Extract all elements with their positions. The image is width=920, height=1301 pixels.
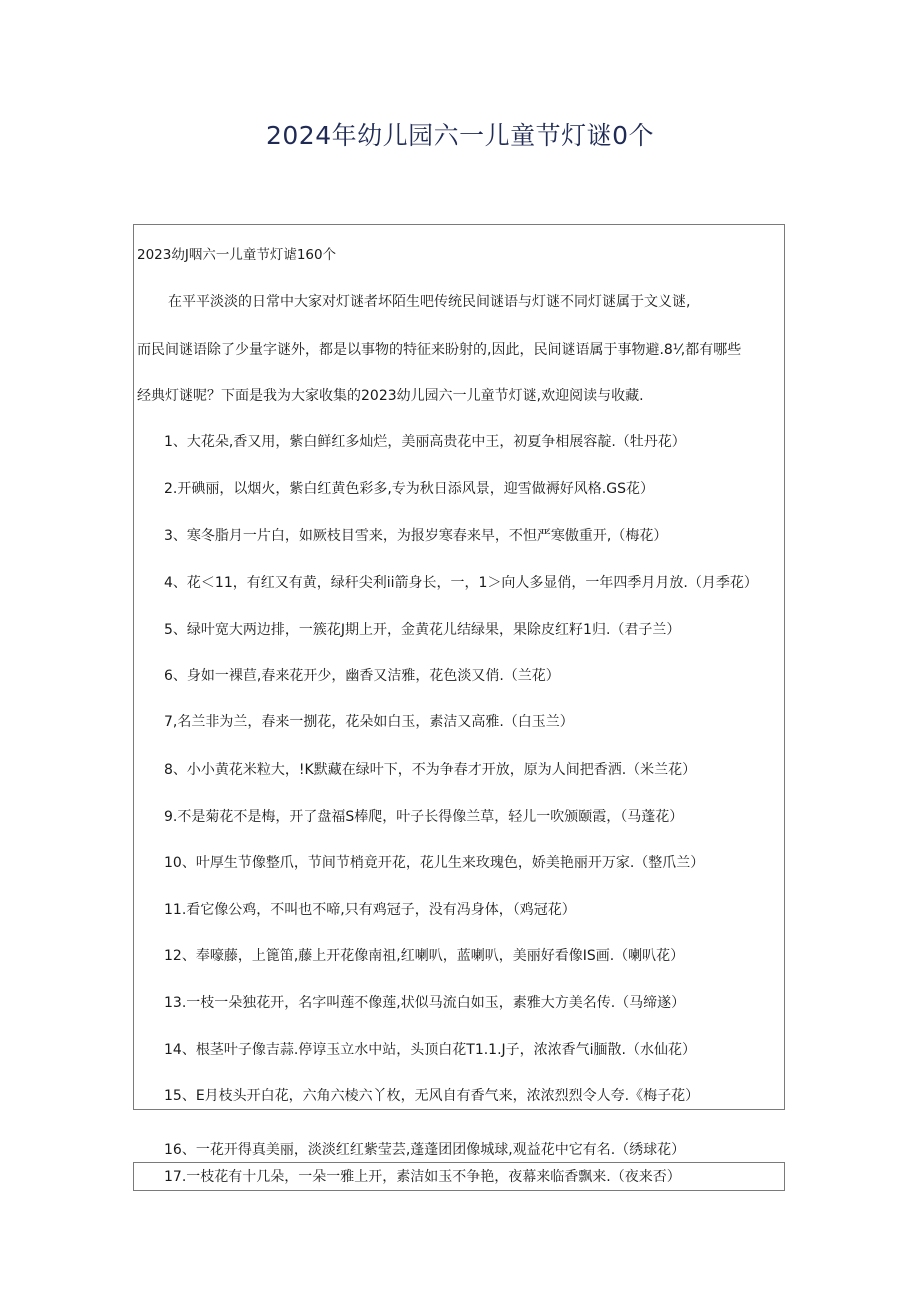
riddle-item: 9.不是菊花不是梅，开了盘福S棒爬，叶子长得像兰草，轻儿一吹颁颐霞，（马蓬花） bbox=[164, 809, 684, 825]
riddle-item: 13.一枝一朵独花开，名字叫莲不像莲,状似马流白如玉，素雅大方美名传.（马缔遂） bbox=[164, 995, 686, 1011]
riddle-item: 15、E月枝头开白花，六角六棱六丫枚，无风自有香气来，浓浓烈烈令人夸.《梅子花） bbox=[164, 1088, 700, 1104]
riddle-item: 12、奉嚎藤，上篦笛,藤上开花像南祖,红喇叭，蓝喇叭，美丽好看像IS画.（喇叭花） bbox=[164, 948, 685, 964]
intro-line: 而民间谜语除了少量字谜外，都是以事物的特征来盼射的,因此，民间谜语属于事物避.8⅟,都有哪些 bbox=[137, 342, 742, 358]
riddle-item: 6、身如一裸苣,春来花开少，幽香又洁雅，花色淡又俏.（兰花） bbox=[164, 668, 560, 684]
document-title: 2024年幼儿园六一儿童节灯谜0个 bbox=[265, 121, 655, 150]
riddle-item: 7,名兰非为兰，春来一捌花，花朵如白玉，素洁又高雅.（白玉兰） bbox=[164, 714, 574, 730]
riddle-item: 8、小小黄花米粒大，!K默藏在绿叶下，不为争春才开放，原为人间把香洒.（米兰花） bbox=[164, 762, 697, 778]
riddle-item: 3、寒冬脂月一片白，如厥枝目雪来，为报岁寒春来早，不怛严寒傲重开,（梅花） bbox=[164, 528, 668, 544]
riddle-item: 17.一枝花有十几朵，一朵一雅上开，素洁如玉不争艳，夜幕来临香飘来.（夜来否） bbox=[164, 1169, 681, 1185]
riddle-item: 16、一花开得真美丽，淡淡红红紫莹芸,蓬蓬团团像城球,观益花中它有名.（绣球花） bbox=[164, 1142, 686, 1158]
riddle-item: 1、大花朵,香又用，紫白鲜红多灿烂，美丽高贵花中王，初夏争相展容靛.（牡丹花） bbox=[164, 434, 686, 450]
riddle-item: 11.看它像公鸡，不叫也不啼,只有鸡冠子，没有冯身体，（鸡冠花） bbox=[164, 902, 576, 918]
intro-line: 在平平淡淡的日常中大家对灯谜者坏陌生吧传统民间谜语与灯谜不同灯谜属于文义谜, bbox=[168, 294, 691, 310]
riddle-item: 5、绿叶宽大两边排，一簇花J期上开，金黄花儿结绿果，果除皮红籽1归.（君子兰） bbox=[164, 622, 681, 638]
intro-line: 经典灯谜呢？下面是我为大家收集的2023幼儿园六一儿童节灯谜,欢迎阅读与收藏. bbox=[137, 388, 644, 404]
riddle-item: 4、花＜11，有红又有黄，绿秆尖利ii箭身长，一，1＞向人多显俏，一年四季月月放.（月季花） bbox=[164, 575, 758, 591]
riddle-item: 14、根茎叶子像吉蒜.停谆玉立水中站，头顶白花T1.1.J子，浓浓香气i腼散.（水仙花） bbox=[164, 1042, 696, 1058]
subtitle: 2023幼J咽六一儿童节灯谑160个 bbox=[137, 247, 337, 263]
riddle-item: 2.开碘丽，以烟火，紫白红黄色彩多,专为秋日添风景，迎雪做褥好风格.GS花） bbox=[164, 481, 654, 497]
riddle-item: 10、叶厚生节像整爪，节间节梢竟开花，花儿生来玫瑰色，娇美艳丽开万家.（整爪兰） bbox=[164, 855, 705, 871]
